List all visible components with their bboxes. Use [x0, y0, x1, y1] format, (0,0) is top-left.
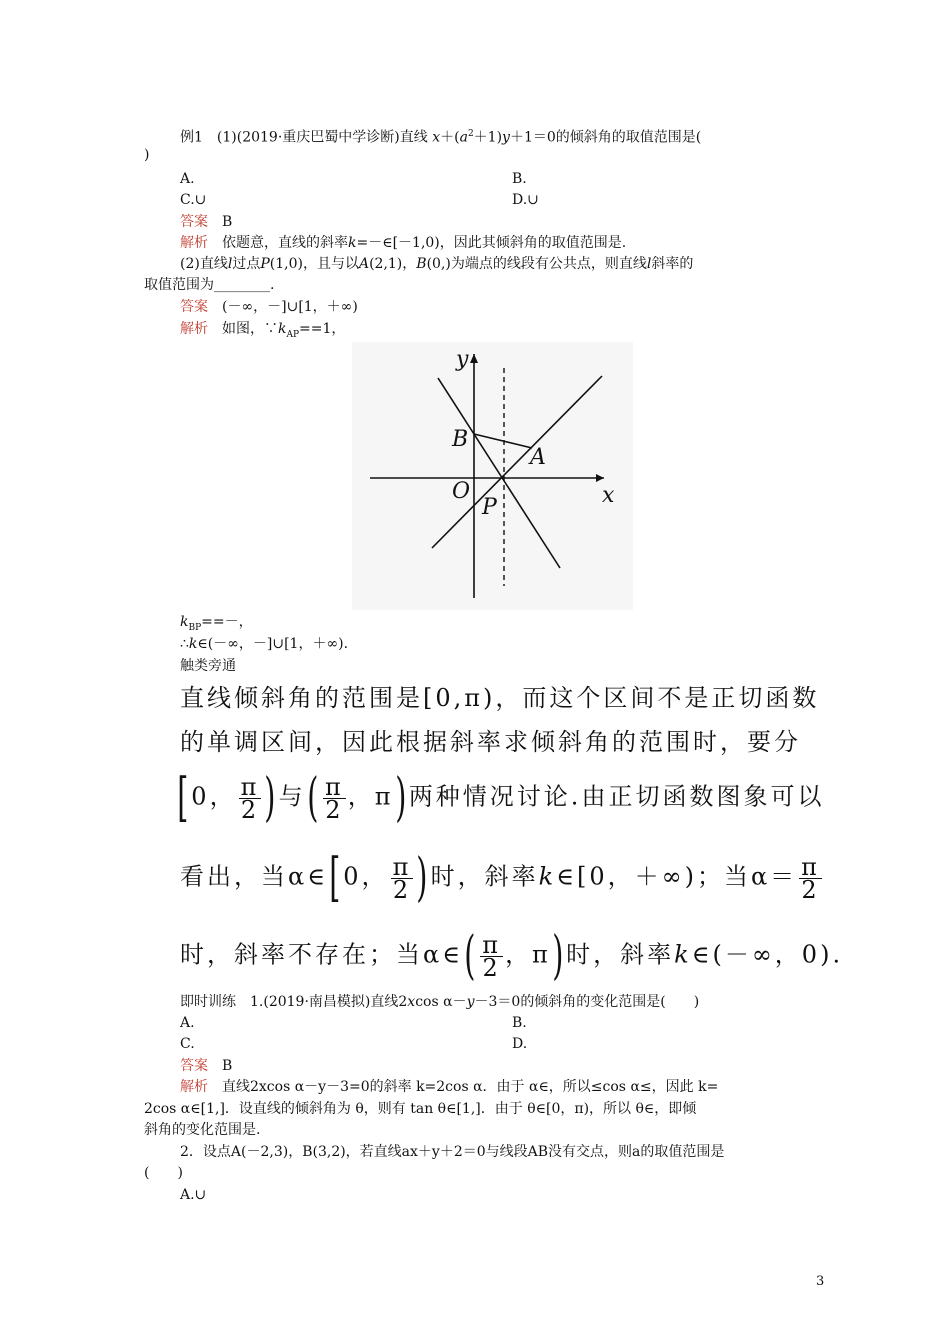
answer-1: 答案 B [180, 214, 233, 230]
y-label: y [456, 347, 469, 372]
solution-label: 解析 [180, 235, 208, 251]
coordinate-figure [352, 342, 633, 610]
training-option-d: D. [512, 1036, 528, 1052]
question2-line2: 取值范围为________. [144, 277, 275, 293]
line-through-a [432, 376, 602, 548]
y-axis-arrow [470, 354, 478, 363]
line-through-b [438, 378, 560, 568]
note-line-4: 看出，当α∈[0， $\frac{\pi}{2}$ )时，斜率k∈[0，＋∞)；当α＝ $\frac{\pi}{2}$ [180, 848, 820, 908]
kbp-line: $k_{BP}==-$， [180, 614, 253, 633]
answer-label: 答案 [180, 214, 208, 230]
answer-2: 答案 (－∞，－]∪[1，＋∞) [180, 299, 358, 315]
solution-2: 解析 如图，$\because k_{AP}==1$， [180, 321, 346, 340]
segment-ab [474, 434, 532, 448]
note-line-3: [0， $\frac{\pi}{2}$ )与( $\frac{\pi}{2}$ ，π)两种情况讨论.由正切函数图象可以 [177, 768, 825, 828]
training-solution-line3: 斜角的变化范围是. [144, 1122, 261, 1138]
option-c: C.∪ [180, 192, 207, 208]
o-label: O [452, 479, 471, 504]
fraction-pi-over-2: $\frac{\pi}{2}$ [392, 852, 412, 904]
training-option-b: B. [512, 1015, 527, 1031]
question1-close: ) [144, 147, 150, 163]
p-label: P [482, 495, 497, 520]
fraction-pi-over-2: $\frac{\pi}{2}$ [801, 852, 820, 904]
training-question2-option-a: A.∪ [180, 1187, 207, 1203]
training-solution-line2: 2cos α∈[1,]．设直线的倾斜角为 θ，则有 tan θ∈[1,]．由于 θ∈[0，π)，所以 θ∈，即倾 [144, 1101, 697, 1117]
training-question2: 2．设点A(－2,3)，B(3,2)，若直线ax＋y＋2＝0与线段AB没有交点，则a的取值范围是 [180, 1144, 725, 1160]
option-a: A. [180, 171, 195, 187]
a-label: A [530, 445, 546, 470]
b-label: B [452, 427, 469, 452]
example1-question1: 例1 (1)(2019·重庆巴蜀中学诊断)直线 $x+(a^2+1)y+1=0$的倾斜角的取值范围是( [180, 129, 702, 146]
conclusion-line: ∴k∈(－∞，－]∪[1，＋∞). [180, 636, 349, 652]
figure-svg [352, 342, 633, 610]
training-option-c: C. [180, 1036, 195, 1052]
option-d: D.∪ [512, 192, 539, 208]
training-question1: 即时训练 1.(2019·南昌模拟)直线2xcos α－y－3＝0的倾斜角的变化范围是( ) [180, 994, 700, 1010]
solution-1: 解析 依题意，直线的斜率k=－∈[－1,0)，因此其倾斜角的取值范围是. [180, 235, 627, 251]
training-option-a: A. [180, 1015, 195, 1031]
note-line-5: 时，斜率不存在；当α∈( $\frac{\pi}{2}$ ，π)时，斜率k∈(－∞，0). [180, 926, 844, 986]
training-solution-line1: 解析 直线2xcos α－y－3=0的斜率 k=2cos α．由于 α∈，所以≤cos α≤，因此 k= [180, 1079, 719, 1095]
note-line-2: 的单调区间，因此根据斜率求倾斜角的范围时，要分 [180, 728, 801, 756]
x-axis-arrow [596, 474, 604, 482]
training-question2-paren: ( ) [144, 1165, 183, 1181]
fraction-pi-over-2: $\frac{\pi}{2}$ [324, 772, 344, 824]
page-number: 3 [816, 1274, 825, 1289]
training-answer: 答案 B [180, 1058, 233, 1074]
fraction-pi-over-2: $\frac{\pi}{2}$ [482, 930, 502, 982]
x-label: x [602, 483, 615, 508]
note-line-1: 直线倾斜角的范围是[0,π)，而这个区间不是正切函数 [180, 684, 820, 712]
example1-question2: (2)直线l过点P(1,0)，且与以A(2,1)，B(0,)为端点的线段有公共点，则直线l斜率的 [180, 256, 694, 272]
fraction-pi-over-2: $\frac{\pi}{2}$ [240, 772, 260, 824]
option-b: B. [512, 171, 527, 187]
section-heading: 触类旁通 [180, 658, 236, 674]
